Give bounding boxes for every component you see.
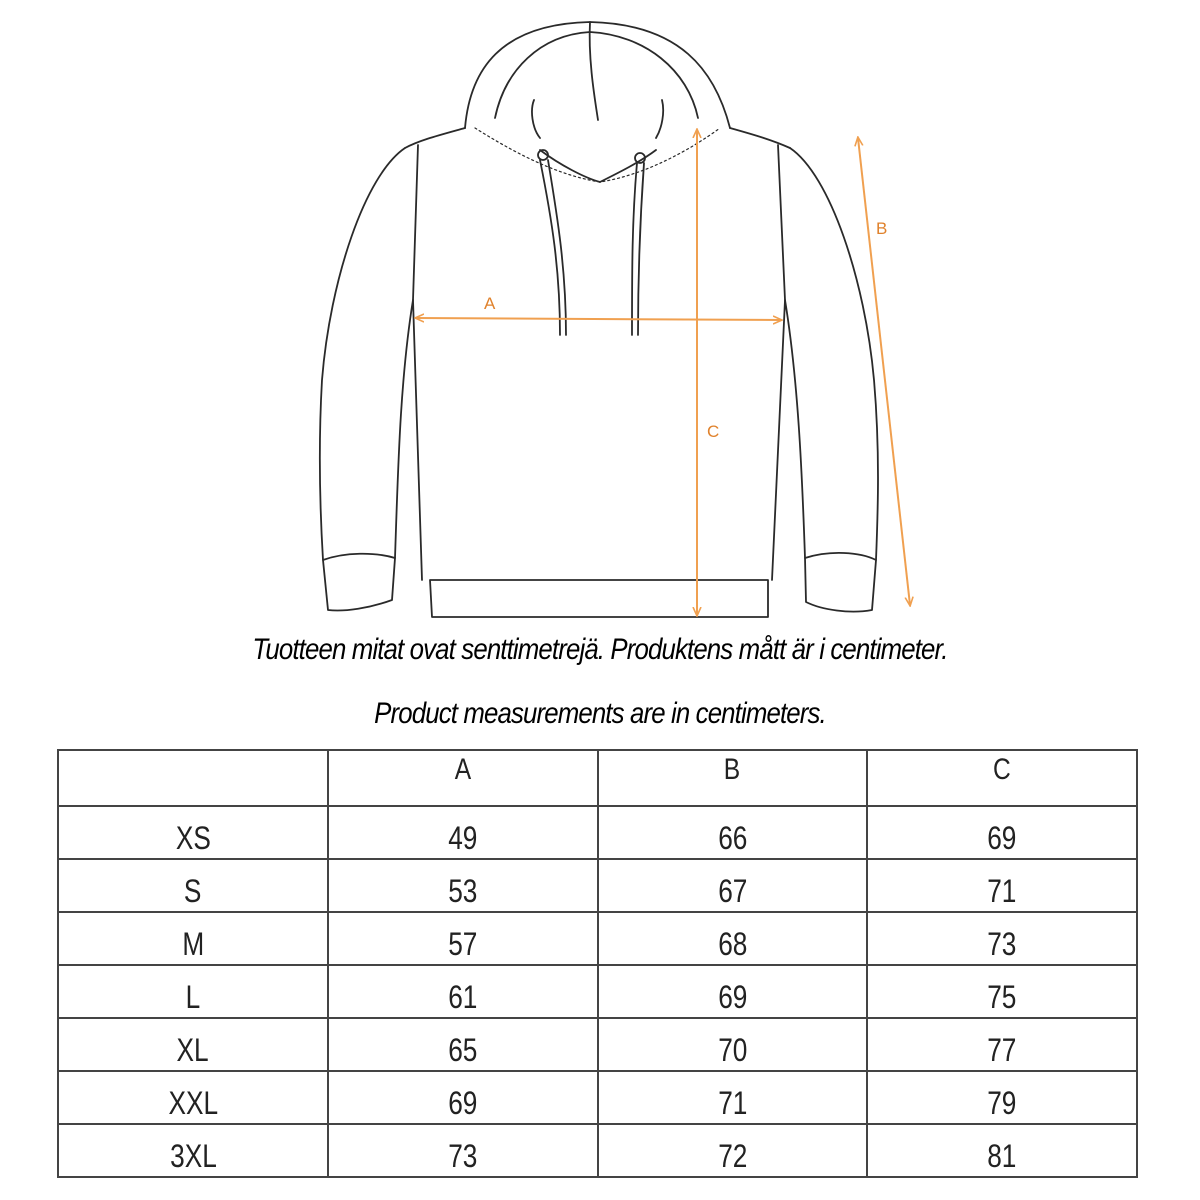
size-cell: S: [58, 859, 328, 912]
sleeve-left-inner: [395, 300, 413, 558]
value-cell: 61: [328, 965, 598, 1018]
header-cell-a: A: [328, 750, 598, 806]
sleeve-right-inner: [785, 300, 805, 558]
measure-a-arrow: [416, 318, 781, 320]
value-cell: 53: [328, 859, 598, 912]
value-cell: 65: [328, 1018, 598, 1071]
value-cell: 67: [598, 859, 867, 912]
hood-seam: [590, 22, 598, 120]
value-cell: 72: [598, 1124, 867, 1177]
table-row: [58, 912, 1137, 965]
shoulder-left: [405, 128, 465, 148]
value-cell: 73: [328, 1124, 598, 1177]
table-row: [58, 1018, 1137, 1071]
measure-c-label: C: [707, 422, 720, 441]
size-cell: 3XL: [58, 1124, 328, 1177]
collar: [475, 128, 720, 182]
value-cell: 57: [328, 912, 598, 965]
measure-b-label: B: [876, 219, 888, 238]
caption-line-2: Product measurements are in centimeters.: [374, 697, 826, 730]
measure-b-arrow: [858, 138, 910, 605]
size-cell: M: [58, 912, 328, 965]
value-cell: 69: [598, 965, 867, 1018]
value-cell: 77: [867, 1018, 1137, 1071]
value-cell: 49: [328, 806, 598, 859]
cuff-left: [323, 554, 395, 611]
table-header-row: [58, 750, 1137, 806]
value-cell: 79: [867, 1071, 1137, 1124]
body-left-side: [413, 145, 422, 580]
cuff-right: [805, 553, 876, 612]
sleeve-left-outer: [320, 148, 405, 560]
value-cell: 81: [867, 1124, 1137, 1177]
collar-cross-right: [600, 150, 656, 182]
header-cell-c: C: [867, 750, 1137, 806]
value-cell: 73: [867, 912, 1137, 965]
size-cell: L: [58, 965, 328, 1018]
size-cell: XL: [58, 1018, 328, 1071]
size-cell: XXL: [58, 1071, 328, 1124]
value-cell: 71: [867, 859, 1137, 912]
value-cell: 69: [867, 806, 1137, 859]
value-cell: 69: [328, 1071, 598, 1124]
value-cell: 68: [598, 912, 867, 965]
hood-face-left: [532, 100, 540, 138]
value-cell: 66: [598, 806, 867, 859]
table-row: [58, 1071, 1137, 1124]
caption-line-1: Tuotteen mitat ovat senttimetrejä. Produktens mått är i centimeter.: [252, 633, 948, 666]
header-cell: [58, 750, 328, 806]
hood-face-right: [656, 100, 663, 138]
drawstring-left: [540, 160, 566, 335]
value-cell: 70: [598, 1018, 867, 1071]
table-row: [58, 965, 1137, 1018]
drawstring-right: [632, 163, 644, 335]
table-row: [58, 859, 1137, 912]
value-cell: 71: [598, 1071, 867, 1124]
table-row: [58, 806, 1137, 859]
value-cell: 75: [867, 965, 1137, 1018]
measure-a-label: A: [484, 294, 496, 313]
header-cell-b: B: [598, 750, 867, 806]
size-chart-table: [57, 749, 1138, 1178]
shoulder-right: [730, 128, 790, 148]
table-row: [58, 1124, 1137, 1177]
size-cell: XS: [58, 806, 328, 859]
body-right-side: [772, 145, 785, 580]
hem-band: [430, 580, 768, 617]
